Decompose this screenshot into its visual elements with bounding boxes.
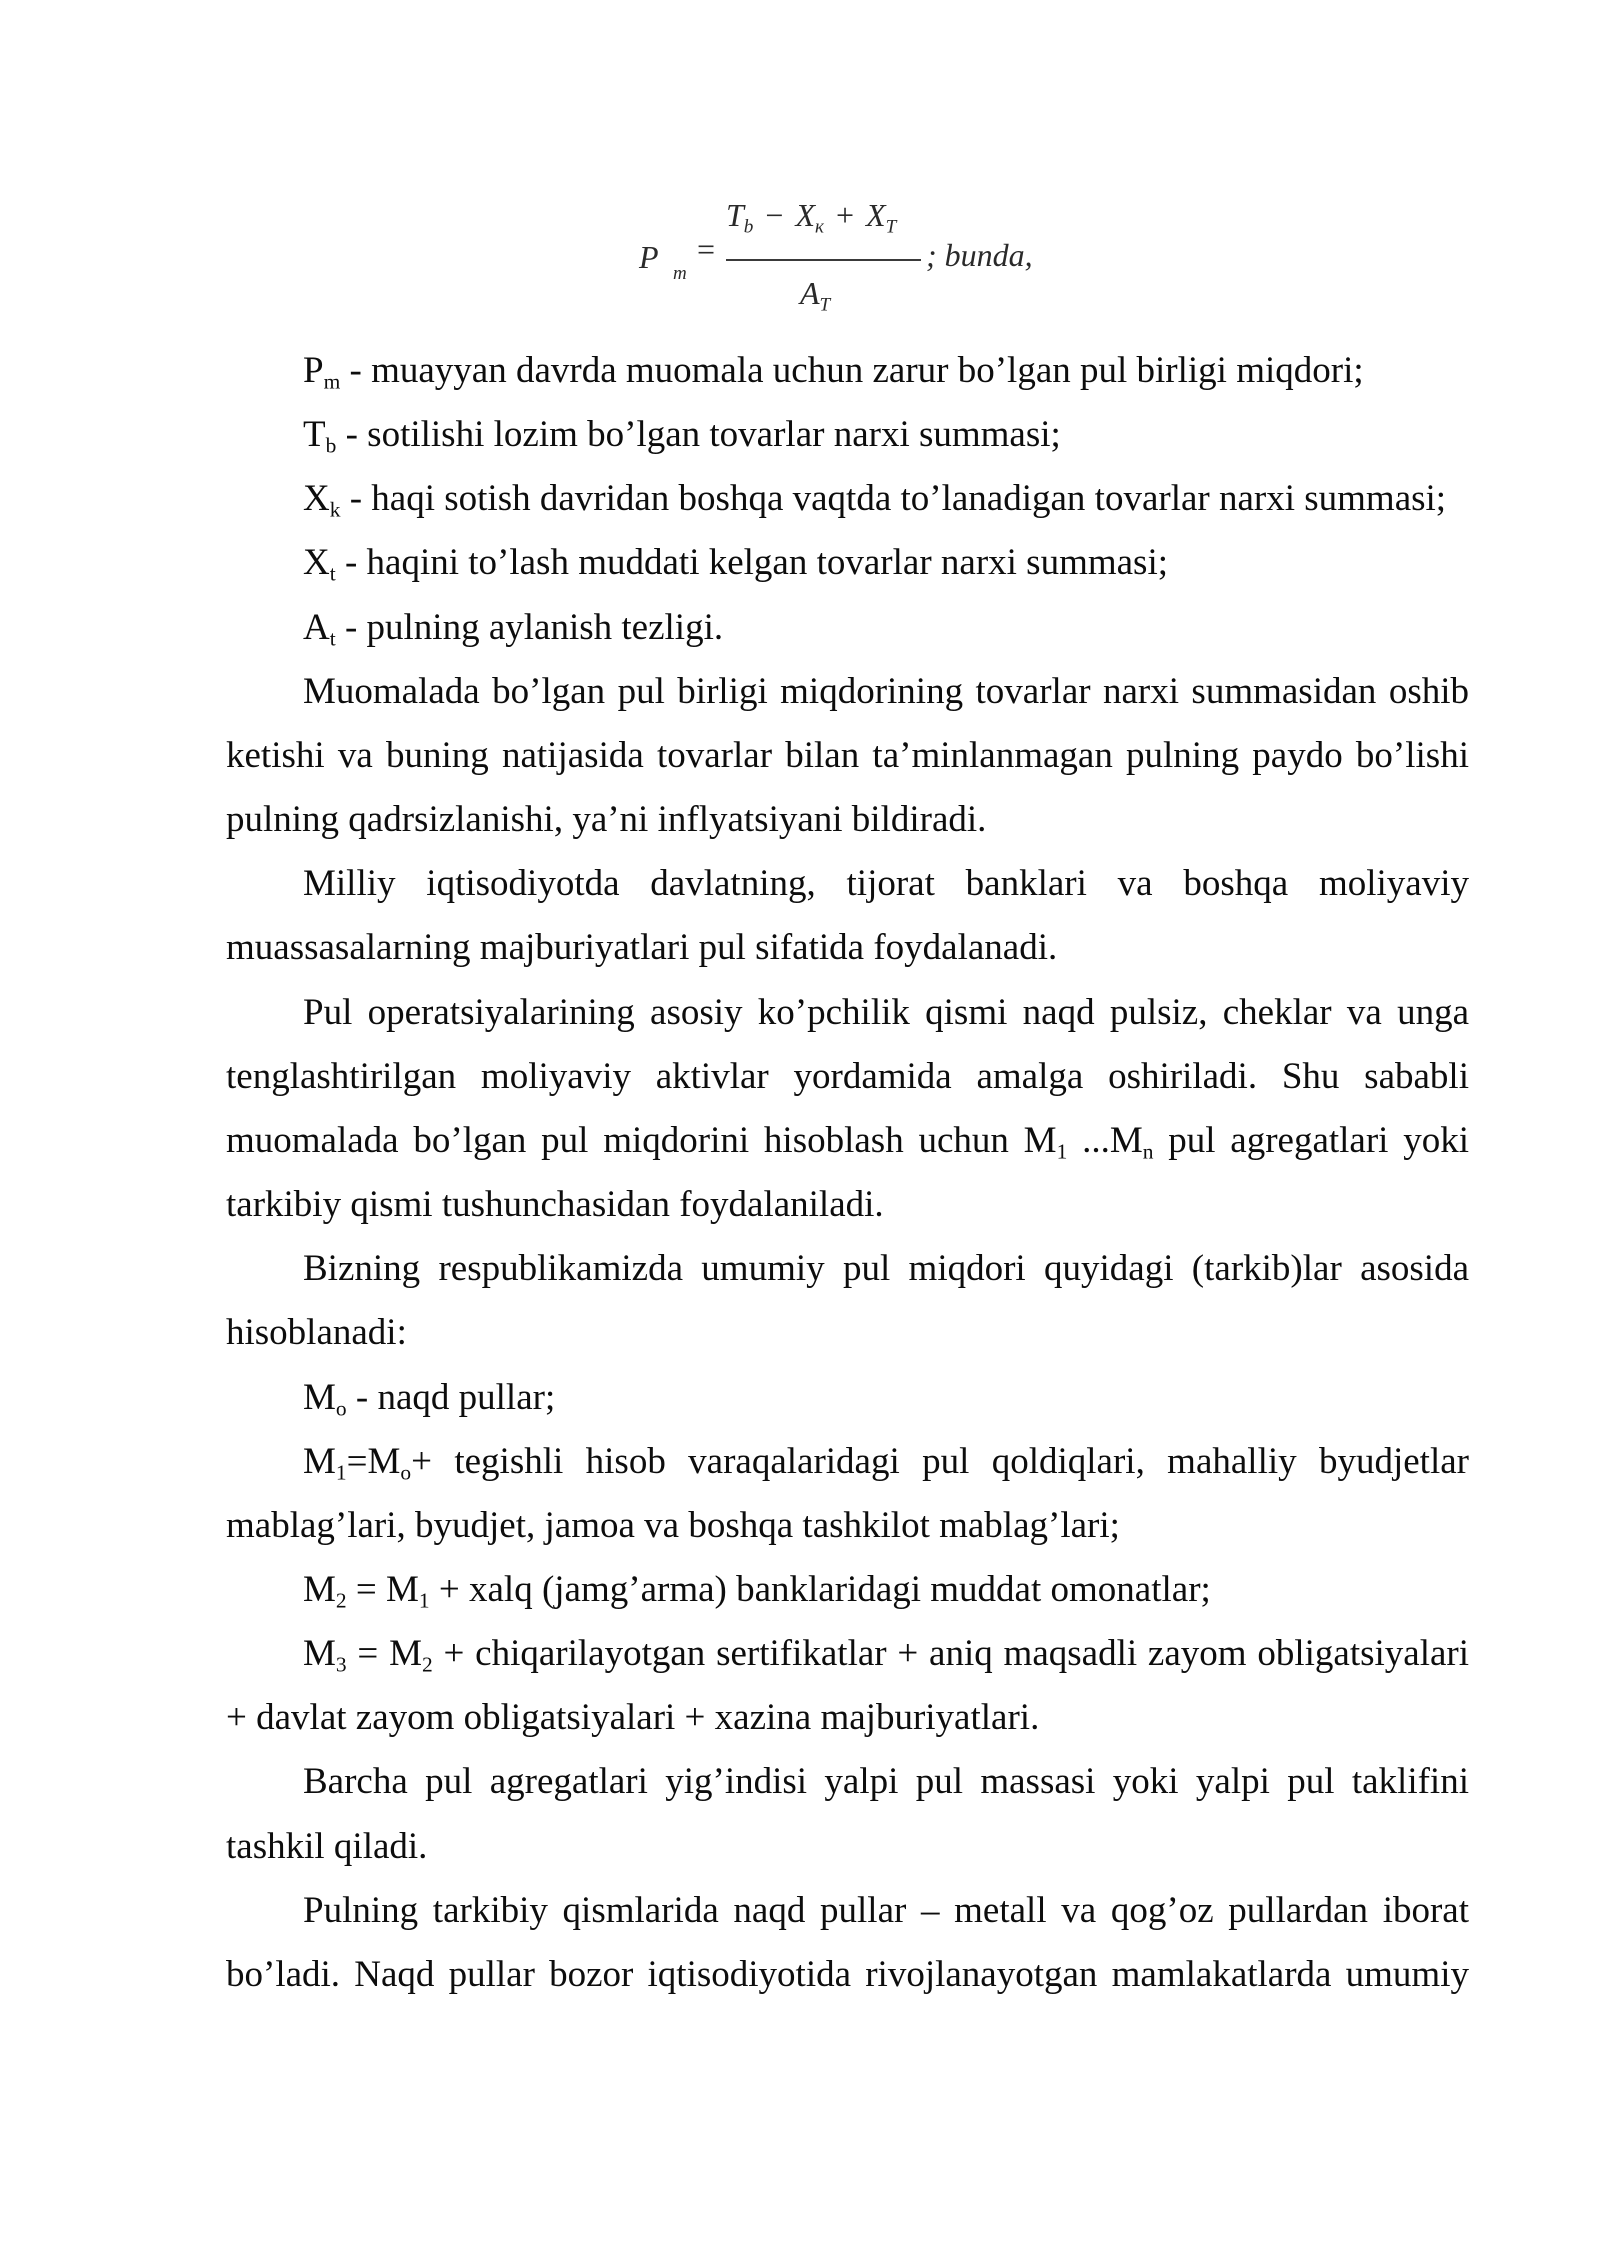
subscript: 1 [1056,1139,1068,1164]
numerator-operator: − [765,197,784,233]
definition-symbol: T [303,414,326,456]
definition-subscript: t [329,626,336,651]
line-text: - naqd pullar; [346,1376,556,1418]
formula-denominator [800,275,831,316]
definition-subscript: m [323,369,341,394]
line-text: =M [346,1440,401,1482]
paragraph-line: ketishi va buning natijasida tovarlar bilan ta’minlanmagan pulning paydo bo’lishi [226,734,1469,776]
paragraph-line [226,1430,1469,1494]
paragraph-line: Muomalada bo’lgan pul birligi miqdorining tovarlar narxi summasidan oshib [303,670,1469,712]
line-text: ...M [1067,1119,1143,1161]
paragraph-line: tashkil qiladi. [226,1825,428,1867]
formula-lhs-subscript: m [673,263,687,284]
definition-line [226,339,1469,403]
numerator-term: X [795,197,815,233]
definition-symbol: P [303,350,324,391]
paragraph-line: mablag’lari, byudjet, jamoa va boshqa tashkilot mablag’lari; [226,1504,1120,1546]
paragraph-line: Milliy iqtisodiyotda davlatning, tijorat banklari va boshqa moliyaviy [303,863,1469,905]
definition-text: - muayyan davrda muomala uchun zarur bo’lgan pul birligi miqdori; [340,350,1364,391]
definition-line [226,531,1469,595]
definition-line [226,403,1469,467]
paragraph-line: Pulning tarkibiy qismlarida naqd pullar – metall va qog’oz pullardan iborat [303,1889,1469,1931]
line-text: + tegishli hisob varaqalaridagi pul qoldiqlari, mahalliy byudjetlar [411,1440,1469,1482]
subscript: 2 [335,1588,347,1613]
paragraph-line [226,1366,1469,1430]
definition-text: - haqini to’lash muddati kelgan tovarlar narxi summasi; [335,542,1169,584]
definition-symbol: A [303,606,330,648]
definition-text: - sotilishi lozim bo’lgan tovarlar narxi summasi; [336,414,1061,456]
paragraph-line: + davlat zayom obligatsiyalari + xazina majburiyatlari. [226,1697,1040,1739]
definition-subscript: k [329,497,341,522]
definition-symbol: X [303,542,330,584]
paragraph-line: Bizning respublikamizda umumiy pul miqdori quyidagi (tarkib)lar asosida [303,1248,1469,1290]
body-text [226,339,1469,2007]
line-text: = M [346,1568,419,1610]
numerator-subscript: b [743,216,754,238]
subscript: 3 [335,1652,347,1677]
paragraph-line: hisoblanadi: [226,1312,407,1354]
paragraph-line: muassasalarning majburiyatlari pul sifatida foydalanadi. [226,927,1058,969]
paragraph-line: tenglashtirilgan moliyaviy aktivlar yordamida amalga oshiriladi. Shu sababli [226,1055,1469,1097]
paragraph-line: Barcha pul agregatlari yig’indisi yalpi pul massasi yoki yalpi pul taklifini [303,1761,1469,1803]
paragraph-line: pulning qadrsizlanishi, ya’ni inflyatsiyani bildiradi. [226,799,987,841]
paragraph-line [226,1109,1469,1173]
numerator-subscript: к [814,216,824,238]
subscript: 1 [418,1588,430,1613]
formula-equals: = [697,231,716,267]
definition-subscript: b [325,433,337,458]
denominator-subscript: T [819,294,831,316]
definition-text: - haqi sotish davridan boshqa vaqtda to’lanadigan tovarlar narxi summasi; [340,478,1447,520]
numerator-term: T [726,197,744,233]
definition-line [226,596,1469,660]
subscript: n [1142,1139,1154,1164]
paragraph-line: tarkibiy qismi tushunchasidan foydalaniladi. [226,1184,884,1226]
line-text: + chiqarilayotgan sertifikatlar + aniq maqsadli zayom obligatsiyalari [432,1633,1469,1675]
paragraph-line [226,1558,1469,1622]
line-text: M [303,1440,336,1482]
subscript: o [400,1460,412,1485]
line-text: = M [346,1633,422,1675]
paragraph-line: Pul operatsiyalarining asosiy ko’pchilik qismi naqd pulsiz, cheklar va unga [303,991,1469,1033]
line-text: M [303,1633,336,1675]
paragraph-line: bo’ladi. Naqd pullar bozor iqtisodiyotida rivojlanayotgan mamlakatlarda umumiy [226,1953,1469,1995]
paragraph-line [226,1622,1469,1686]
definition-symbol: X [303,478,330,520]
definition-line [226,467,1469,531]
numerator-term: X [866,197,886,233]
formula-numerator [726,197,897,238]
definition-text: - pulning aylanish tezligi. [335,606,724,648]
numerator-subscript: T [885,216,897,238]
line-text: muomalada bo’lgan pul miqdorini hisoblash uchun M [226,1119,1057,1161]
definition-subscript: t [329,561,336,586]
line-text: M [303,1376,336,1418]
line-text: pul agregatlari yoki [1153,1119,1470,1161]
line-text: + xalq (jamg’arma) banklaridagi muddat omonatlar; [429,1568,1211,1610]
subscript: o [335,1395,347,1420]
subscript: 1 [335,1460,347,1485]
line-text: M [303,1568,336,1610]
numerator-operator: + [835,197,855,233]
formula-tail: ; bunda, [926,237,1033,273]
denominator-term: A [800,275,820,311]
formula-lhs: P [639,239,659,275]
subscript: 2 [421,1652,433,1677]
fraction-bar [726,259,921,261]
